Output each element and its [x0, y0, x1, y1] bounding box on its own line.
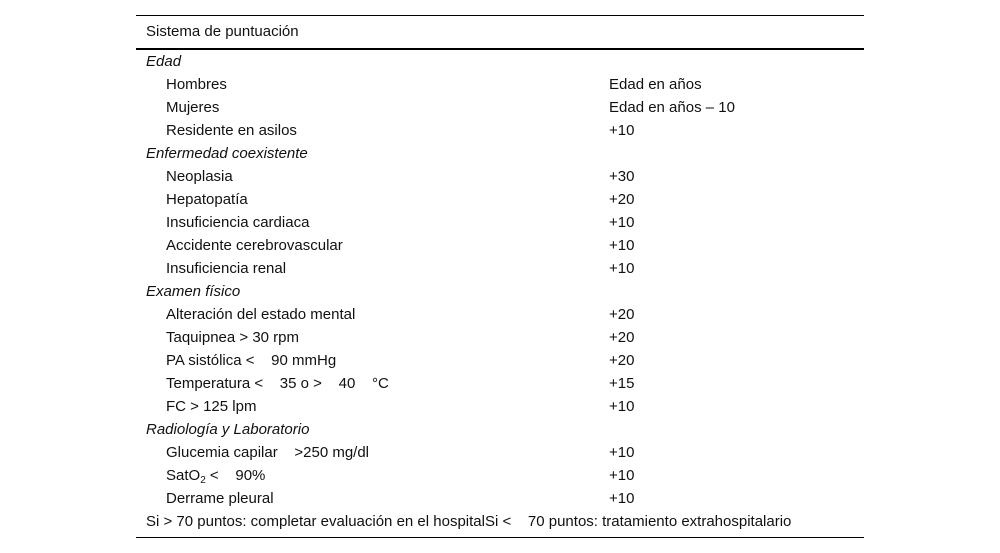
row-label: FC > 125 lpm: [166, 398, 257, 415]
row-label: Glucemia capilar >250 mg/dl: [166, 444, 370, 461]
table-row: [136, 372, 864, 395]
row-value: +30: [609, 168, 635, 185]
row-label: [136, 467, 265, 484]
row-value: +10: [609, 214, 635, 231]
row-label: Neoplasia: [166, 168, 233, 185]
row-value: +10: [609, 467, 635, 484]
row-label: Insuficiencia cardiaca: [166, 214, 310, 231]
row-value: +10: [609, 444, 635, 461]
table-row: [136, 395, 864, 418]
table-row: [136, 119, 864, 142]
table-row: [136, 303, 864, 326]
row-label: PA sistólica < 90 mmHg: [166, 352, 337, 369]
sato2-subscript: 2: [200, 475, 206, 486]
table-row: [136, 464, 864, 487]
table-row: [136, 188, 864, 211]
table-row: [136, 441, 864, 464]
section-title: Examen físico: [146, 283, 241, 300]
row-label: Residente en asilos: [166, 122, 297, 139]
row-value: +20: [609, 306, 635, 323]
row-value: +10: [609, 122, 635, 139]
table-row: [136, 165, 864, 188]
table-row: [136, 234, 864, 257]
row-value: +10: [609, 237, 635, 254]
row-value: +10: [609, 260, 635, 277]
table-row: [136, 73, 864, 96]
sato2-label-suffix: < 90%: [205, 467, 266, 484]
table-footer: Si > 70 puntos: completar evaluación en el hospitalSi < 70 puntos: tratamiento extrahospitalario: [146, 513, 792, 530]
table-row: [136, 349, 864, 372]
row-label: Hepatopatía: [166, 191, 248, 208]
row-label: Taquipnea > 30 rpm: [166, 329, 300, 346]
row-value: Edad en años: [609, 76, 702, 93]
row-value: +20: [609, 191, 635, 208]
row-value: +10: [609, 398, 635, 415]
section-title: Edad: [146, 53, 182, 70]
row-value: +20: [609, 352, 635, 369]
row-label: Hombres: [166, 76, 227, 93]
row-value: Edad en años – 10: [609, 99, 735, 116]
table-row: [136, 257, 864, 280]
row-label: Alteración del estado mental: [166, 306, 356, 323]
row-label: Derrame pleural: [166, 490, 274, 507]
row-value: +20: [609, 329, 635, 346]
row-label: Accidente cerebrovascular: [166, 237, 343, 254]
row-label: Insuficiencia renal: [166, 260, 287, 277]
table-bottom-rule: [136, 537, 864, 538]
row-label: Mujeres: [166, 99, 220, 116]
table-row: [136, 211, 864, 234]
sato2-label-prefix: SatO: [166, 467, 201, 484]
scoring-table: [136, 15, 864, 533]
row-value: +10: [609, 490, 635, 507]
row-value: +15: [609, 375, 635, 392]
row-label: Temperatura < 35 o > 40 °C: [166, 375, 389, 392]
table-row: [136, 326, 864, 349]
section-title: Radiología y Laboratorio: [146, 421, 310, 438]
table-row: [136, 96, 864, 119]
table-header: Sistema de puntuación: [146, 23, 299, 40]
section-title: Enfermedad coexistente: [146, 145, 308, 162]
table-row: [136, 487, 864, 510]
